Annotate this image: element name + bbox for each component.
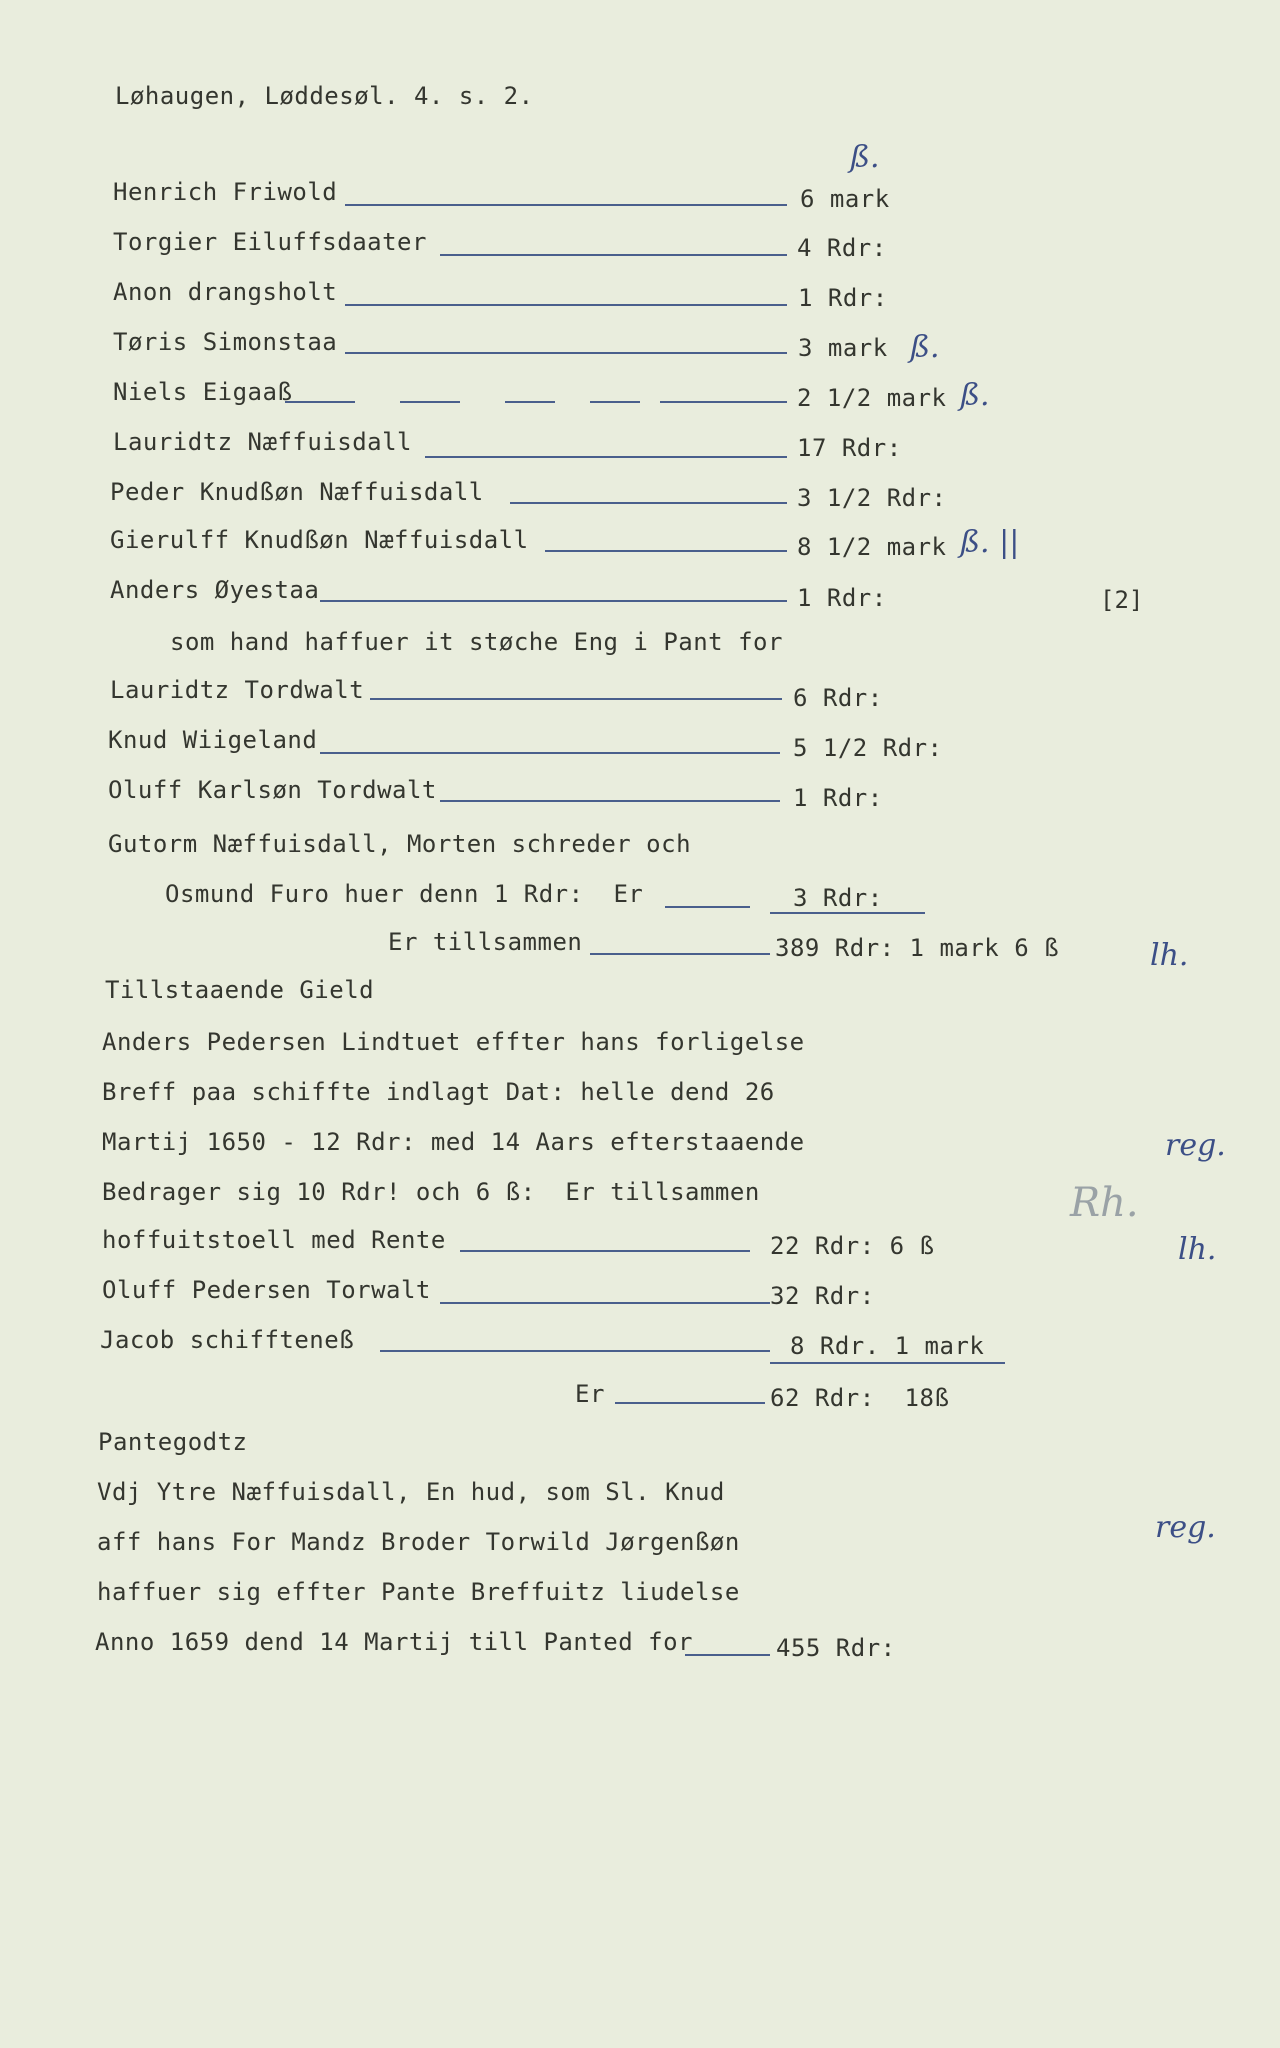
leader-line [345, 204, 787, 206]
debt-line: Breff paa schiffte indlagt Dat: helle dend 26 [102, 1078, 775, 1106]
entry-name: Oluff Karlsøn Tordwalt [108, 776, 437, 804]
entry-note: ß. || [960, 525, 1020, 560]
leader-line [320, 752, 780, 754]
entry-name: Anders Øyestaa [110, 576, 320, 604]
margin-note: lh. [1178, 1232, 1217, 1267]
leader-line [380, 1350, 770, 1352]
pledge-line: Anno 1659 dend 14 Martij till Panted for [95, 1628, 693, 1656]
total-label: Er tillsammen [388, 928, 583, 956]
leader-line [285, 401, 355, 403]
entry-amount: 1 Rdr: [797, 584, 887, 612]
entry-name: Anon drangsholt [113, 278, 338, 306]
entry-amount: 1 Rdr: [793, 784, 883, 812]
entry-amount: 6 mark [800, 185, 890, 213]
underline [770, 912, 925, 914]
leader-line [590, 401, 640, 403]
leader-line [400, 401, 460, 403]
entry-name: Torgier Eiluffsdaater [113, 228, 427, 256]
leader-line [460, 1250, 750, 1252]
entry-amount: 32 Rdr: [770, 1282, 875, 1310]
leader-line [370, 698, 782, 700]
gutorm-line: Gutorm Næffuisdall, Morten schreder och [108, 830, 692, 858]
entry-amount: 3 mark [798, 334, 888, 362]
leader-line [660, 401, 787, 403]
margin-note: reg. [1165, 1128, 1226, 1163]
osmund-amount: 3 Rdr: [793, 884, 883, 912]
underline [770, 1362, 1005, 1364]
clause-line: som hand haffuer it støche Eng i Pant for [170, 628, 783, 656]
entry-amount: 17 Rdr: [797, 434, 902, 462]
entry-name: Knud Wiigeland [108, 726, 318, 754]
entry-amount: 3 1/2 Rdr: [797, 484, 947, 512]
debt-total-label: Er [575, 1380, 605, 1408]
entry-amount: 2 1/2 mark [797, 384, 947, 412]
leader-line [320, 600, 787, 602]
leader-line [545, 550, 787, 552]
entry-amount: 4 Rdr: [797, 234, 887, 262]
leader-line [440, 800, 780, 802]
debt-line: Bedrager sig 10 Rdr! och 6 ß: Er tillsammen [102, 1178, 760, 1206]
leader-line [505, 401, 555, 403]
entry-amount: 5 1/2 Rdr: [793, 734, 943, 762]
entry-name: Jacob schiffteneß [100, 1326, 355, 1354]
debt-line: hoffuitstoell med Rente [102, 1226, 446, 1254]
entry-name: Henrich Friwold [113, 178, 338, 206]
entry-amount: 6 Rdr: [793, 684, 883, 712]
entry-name: Tøris Simonstaa [113, 328, 338, 356]
debt-line: Anders Pedersen Lindtuet effter hans forligelse [102, 1028, 805, 1056]
page-reference: [2] [1100, 586, 1144, 614]
debt-total-amount: 62 Rdr: 18ß [770, 1384, 950, 1412]
total-amount: 389 Rdr: 1 mark 6 ß [775, 934, 1060, 962]
entry-note: ß. [960, 378, 990, 413]
osmund-line: Osmund Furo huer denn 1 Rdr: Er [165, 880, 644, 908]
section-heading: Tillstaaende Gield [105, 976, 375, 1004]
debt-amount: 22 Rdr: 6 ß [770, 1232, 935, 1260]
margin-note: reg. [1155, 1510, 1216, 1545]
entry-name: Oluff Pedersen Torwalt [102, 1276, 431, 1304]
entry-name: Gierulff Knudßøn Næffuisdall [110, 526, 529, 554]
leader-line [345, 304, 787, 306]
pledge-line: Vdj Ytre Næffuisdall, En hud, som Sl. Knud [97, 1478, 725, 1506]
leader-line [425, 456, 787, 458]
margin-note: Rh. [1070, 1180, 1139, 1226]
leader-line [440, 254, 787, 256]
pledge-line: aff hans For Mandz Broder Torwild Jørgenßøn [97, 1528, 740, 1556]
entry-name: Peder Knudßøn Næffuisdall [110, 478, 484, 506]
leader-line [590, 953, 770, 955]
entry-amount: 8 Rdr. 1 mark [790, 1332, 985, 1360]
leader-line [685, 1654, 770, 1656]
entry-note: ß. [850, 140, 880, 175]
leader-line [510, 502, 787, 504]
entry-amount: 8 1/2 mark [797, 533, 947, 561]
leader-line [665, 906, 750, 908]
pledge-line: haffuer sig effter Pante Breffuitz liudelse [97, 1578, 740, 1606]
leader-line [440, 1302, 770, 1304]
pledge-amount: 455 Rdr: [776, 1634, 896, 1662]
margin-note: lh. [1150, 938, 1189, 973]
section-heading: Pantegodtz [98, 1428, 248, 1456]
debt-line: Martij 1650 - 12 Rdr: med 14 Aars efterstaaende [102, 1128, 805, 1156]
entry-amount: 1 Rdr: [798, 284, 888, 312]
entry-name: Lauridtz Næffuisdall [113, 428, 412, 456]
entry-note: ß. [910, 330, 940, 365]
leader-line [345, 352, 787, 354]
entry-name: Niels Eigaaß [113, 378, 293, 406]
leader-line [615, 1402, 765, 1404]
entry-name: Lauridtz Tordwalt [110, 676, 365, 704]
document-heading: Løhaugen, Løddesøl. 4. s. 2. [115, 82, 534, 110]
